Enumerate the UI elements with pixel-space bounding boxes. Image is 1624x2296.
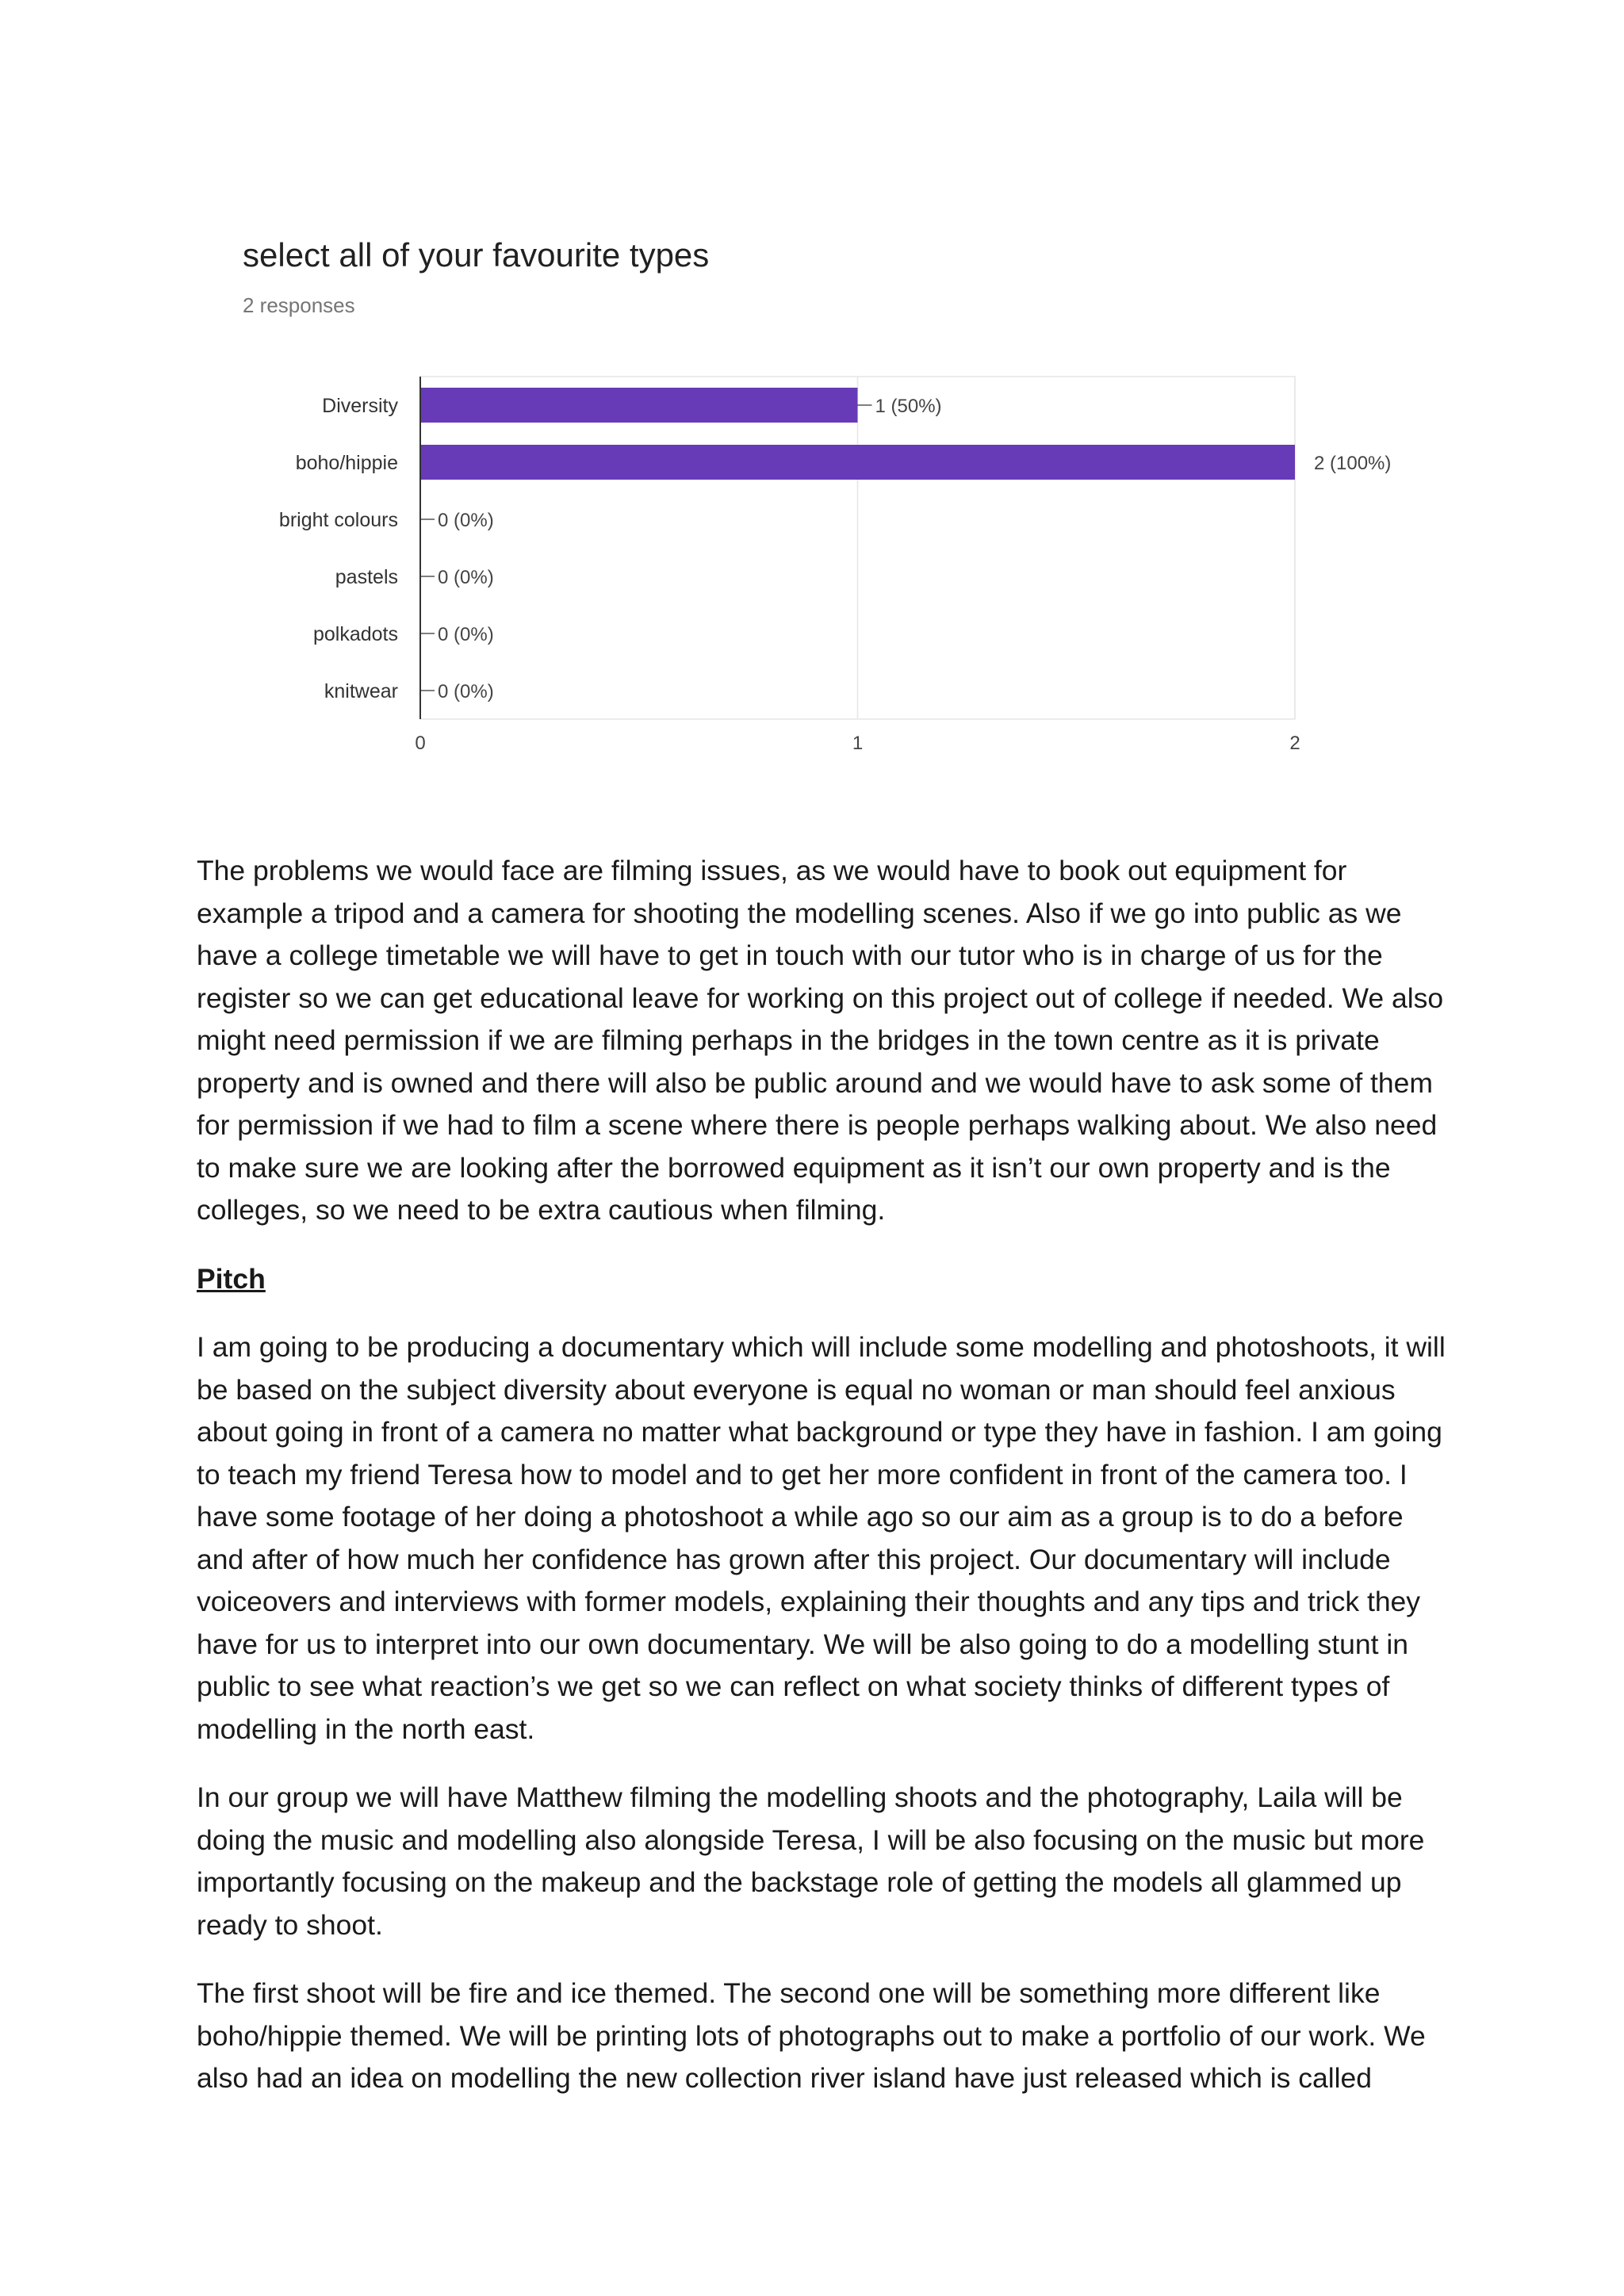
x-tick-label-1: 1 xyxy=(852,733,864,754)
bar-0 xyxy=(420,388,858,423)
data-label-0: 1 (50%) xyxy=(875,396,942,417)
data-label-1: 2 (100%) xyxy=(1314,453,1392,474)
chart-subtitle: 2 responses xyxy=(243,293,355,317)
category-label-3: pastels xyxy=(335,566,398,588)
paragraph-problems: The problems we would face are filming issues, as we would have to book out equipment for example a tripod and a camera for shooting the modelling scenes. Also if we go into public as we have a college timetable we will have to get in touch with our tutor who is in charge of us for the register so we can get educational leave for working on this project out of college if needed. We also might need permission if we are filming perhaps in the bridges in the town centre as it is private property and is owned and there will also be public around and we would have to ask some of them for permission if we had to film a scene where there is people perhaps walking about. We also need to make sure we are looking after the borrowed equipment as it isn’t our own property and is the colleges, so we need to be extra cautious when filming. xyxy=(197,855,1444,1226)
bar-1 xyxy=(420,445,1295,480)
category-label-0: Diversity xyxy=(322,395,398,417)
category-label-4: polkadots xyxy=(312,623,398,645)
paragraph-shoots: The first shoot will be fire and ice themed. The second one will be something more different like boho/hippie themed. We will be printing lots of photographs out to make a portfolio of our work. We also had an idea on modelling the new collection river island have just released which is called xyxy=(197,1977,1426,2094)
category-label-1: boho/hippie xyxy=(295,452,398,474)
x-tick-label-2: 2 xyxy=(1289,733,1300,754)
paragraph-pitch: I am going to be producing a documentary which will include some modelling and photoshoots, it will be based on the subject diversity about everyone is equal no woman or man should feel anxious about going in front of a camera no matter what background or type they have in fashion. I am going to teach my friend Teresa how to model and to get her more confident in front of the camera too. I have some footage of her doing a photoshoot a while ago so our aim as a group is to do a before and after of how much her confidence has grown after this project. Our documentary will include voiceovers and interviews with former models, explaining their thoughts and any tips and trick they have for us to interpret into our own documentary. We will be also going to do a modelling stunt in public to see what reaction’s we get so we can reflect on what society thinks of different types of modelling in the north east. xyxy=(197,1331,1446,1745)
data-label-5: 0 (0%) xyxy=(438,681,494,702)
data-label-4: 0 (0%) xyxy=(438,624,494,645)
pitch-heading: Pitch xyxy=(197,1262,266,1295)
data-label-3: 0 (0%) xyxy=(438,567,494,588)
data-label-2: 0 (0%) xyxy=(438,510,494,531)
category-label-2: bright colours xyxy=(278,509,398,531)
survey-chart-card xyxy=(230,214,1392,848)
x-tick-label-0: 0 xyxy=(415,733,426,754)
chart-title: select all of your favourite types xyxy=(243,236,710,274)
paragraph-group-roles: In our group we will have Matthew filming the modelling shoots and the photography, Laila will be doing the music and modelling also alongside Teresa, I will be also focusing on the music but more importantly focusing on the makeup and the backstage role of getting the models all glammed up ready to shoot. xyxy=(197,1781,1425,1941)
bar-chart xyxy=(230,214,1392,848)
document-body xyxy=(197,850,1450,2100)
category-label-5: knitwear xyxy=(324,680,398,702)
